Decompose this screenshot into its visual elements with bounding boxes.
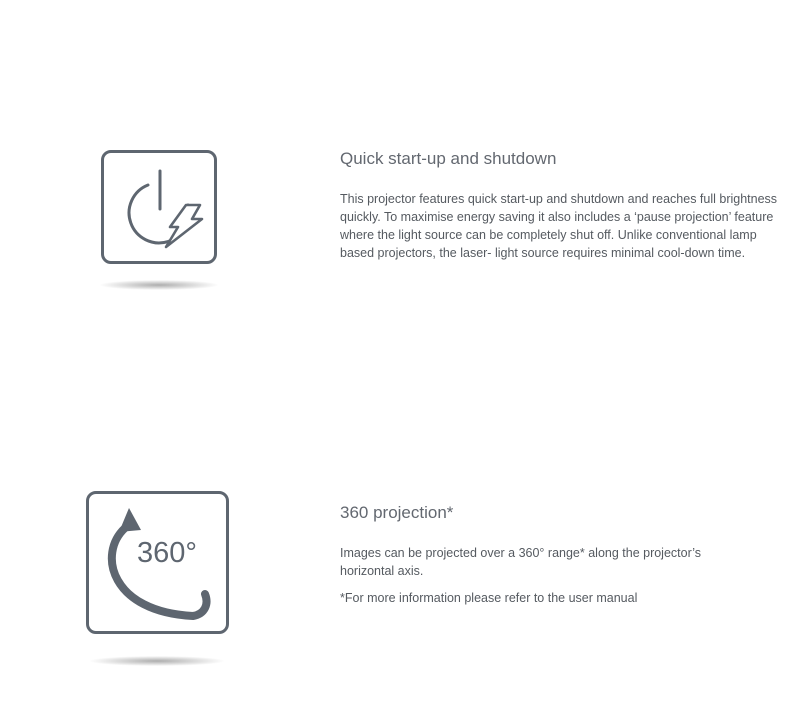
feature-title: 360 projection*: [340, 503, 454, 522]
feature-footnote: *For more information please refer to the user manual: [340, 591, 638, 605]
feature-360-projection: [0, 360, 790, 726]
power-lightning-icon: [101, 150, 217, 264]
feature-quick-startup: [0, 0, 790, 360]
icon-shadow: [100, 280, 218, 290]
degree-label: 360°: [137, 537, 197, 569]
icon-shadow: [90, 656, 224, 666]
feature-description: This projector features quick start-up and shutdown and reaches full brightness quickly. To maximise energy saving it also includes a ‘pause projection’ feature where the light source can be completely shut off. Unlike conventional lamp based projectors, the laser- light source requires minimal cool-down time.: [340, 192, 778, 260]
feature-description: Images can be projected over a 360° range* along the projector’s horizontal axis.: [340, 546, 702, 578]
rotation-360-icon: [86, 491, 229, 634]
feature-title: Quick start-up and shutdown: [340, 149, 557, 168]
